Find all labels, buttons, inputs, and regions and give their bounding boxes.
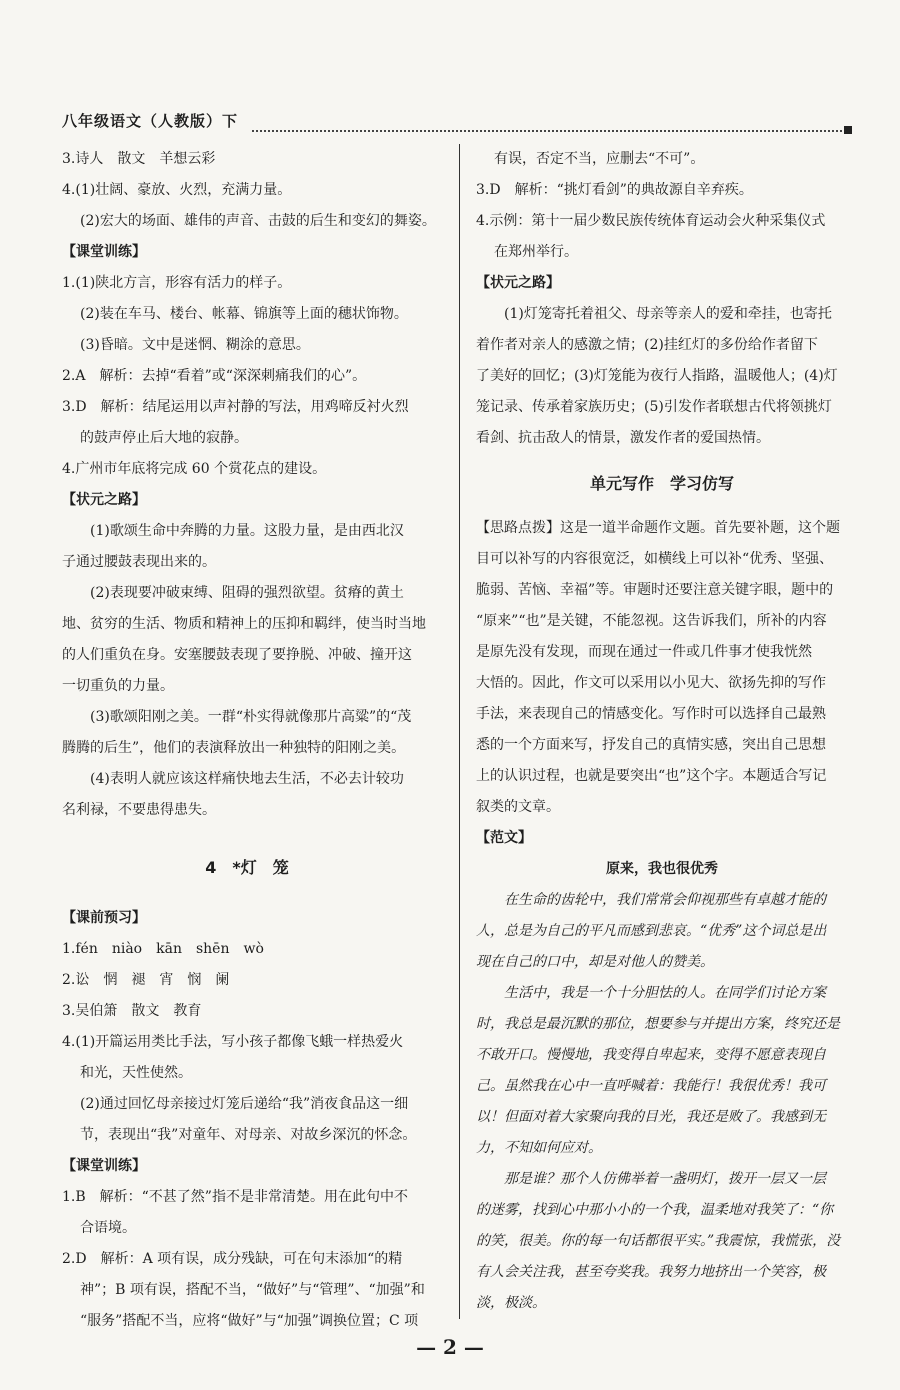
essay-line: 那是谁？那个人仿佛举着一盏明灯，拨开一层又一层	[504, 1171, 826, 1187]
text-line: 笼记录、传承着家族历史；(5)引发作者联想古代将领挑灯	[476, 399, 832, 415]
text-line: 合语境。	[80, 1220, 136, 1236]
section-heading: 【状元之路】	[62, 492, 146, 508]
text-line: 有误，否定不当，应删去“不可”。	[494, 151, 705, 167]
text-line: 4.(1)开篇运用类比手法，写小孩子都像飞蛾一样热爱火	[62, 1034, 404, 1050]
text-line: 4.(1)壮阔、豪放、火烈，充满力量。	[62, 182, 292, 198]
text-line: (2)宏大的场面、雄伟的声音、击鼓的后生和变幻的舞姿。	[80, 213, 436, 229]
text-line: 3.D 解析：结尾运用以声衬静的写法，用鸡啼反衬火烈	[62, 399, 409, 415]
section-heading: 【课堂训练】	[62, 1158, 146, 1174]
text-line: 上的认识过程，也就是要突出“也”这个字。本题适合写记	[476, 768, 827, 784]
column-divider	[459, 144, 460, 1319]
page-header	[62, 106, 852, 134]
text-line: 目可以补写的内容很宽泛，如横线上可以补“优秀、坚强、	[476, 551, 834, 567]
text-line: 【思路点拨】这是一道半命题作文题。首先要补题，这个题	[476, 520, 840, 536]
header-mark	[844, 126, 852, 134]
text-line: “原来”“也”是关键，不能忽视。这告诉我们，所补的内容	[476, 613, 827, 629]
text-line: 地、贫穷的生活、物质和精神上的压抑和羁绊，使当时当地	[62, 616, 426, 632]
essay-line: 在生命的齿轮中，我们常常会仰视那些有卓越才能的	[504, 892, 826, 908]
text-line: 神”；B 项有误，搭配不当，“做好”与“管理”、“加强”和	[80, 1282, 425, 1298]
essay-line: 现在自己的口中，却是对他人的赞美。	[476, 954, 714, 970]
text-line: 3.D 解析：“挑灯看剑”的典故源自辛弃疾。	[476, 182, 753, 198]
text-line: (1)歌颂生命中奔腾的力量。这股力量，是由西北汉	[90, 523, 404, 539]
text-line: (2)装在车马、楼台、帐幕、锦旗等上面的穗状饰物。	[80, 306, 408, 322]
text-line: 4.示例：第十一届少数民族传统体育运动会火种采集仪式	[476, 213, 826, 229]
unit-title: 单元写作 学习仿写	[589, 474, 734, 493]
section-heading: 【课堂训练】	[62, 244, 146, 260]
text-line: 一切重负的力量。	[62, 678, 174, 694]
text-line: 名利禄，不要患得患失。	[62, 802, 216, 818]
lesson-title: 4 *灯 笼	[205, 858, 289, 877]
text-line: 在郑州举行。	[494, 244, 578, 260]
text-line: 脆弱、苦恼、幸福”等。审题时还要注意关键字眼，题中的	[476, 582, 834, 598]
text-line: 手法，来表现自己的情感变化。写作时可以选择自己最熟	[476, 706, 826, 722]
text-line: 1.fén niào kān shēn wò	[62, 941, 264, 957]
text-line: (4)表明人就应该这样痛快地去生活，不必去计较功	[90, 771, 404, 787]
text-line: 叙类的文章。	[476, 799, 560, 815]
text-line: 1.(1)陕北方言，形容有活力的样子。	[62, 275, 292, 291]
text-line: 的人们重负在身。安塞腰鼓表现了要挣脱、冲破、撞开这	[62, 647, 412, 663]
text-line: 1.B 解析：“不甚了然”指不是非常清楚。用在此句中不	[62, 1189, 408, 1205]
right-column	[476, 144, 848, 1319]
essay-line: 力，不知如何应对。	[476, 1140, 602, 1156]
text-line: 和光，天性使然。	[80, 1065, 192, 1081]
section-heading: 【状元之路】	[476, 275, 560, 291]
text-line: 子通过腰鼓表现出来的。	[62, 554, 216, 570]
essay-line: 时，我总是最沉默的那位，想要参与并提出方案，终究还是	[476, 1016, 840, 1032]
text-line: (2)通过回忆母亲接过灯笼后递给“我”消夜食品这一细	[80, 1096, 409, 1112]
essay-line: 己。虽然我在心中一直呼喊着：我能行！我很优秀！我可	[476, 1078, 826, 1094]
section-heading: 【课前预习】	[62, 910, 146, 926]
header-rule	[252, 130, 842, 132]
book-title: 八年级语文（人教版）下	[62, 112, 239, 130]
text-line: (1)灯笼寄托着祖父、母亲等亲人的爱和牵挂，也寄托	[504, 306, 832, 322]
text-line: 节，表现出“我”对童年、对母亲、对故乡深沉的怀念。	[80, 1127, 417, 1143]
text-line: 腾腾的后生”，他们的表演释放出一种独特的阳刚之美。	[62, 740, 406, 756]
text-line: 2.D 解析：A 项有误，成分残缺，可在句末添加“的精	[62, 1251, 403, 1267]
text-line: 大悟的。因此，作文可以采用以小见大、欲扬先抑的写作	[476, 675, 826, 691]
text-line: 看剑、抗击敌人的情景，激发作者的爱国热情。	[476, 430, 770, 446]
text-line: (3)昏暗。文中是迷惘、糊涂的意思。	[80, 337, 310, 353]
essay-line: 有人会关注我，甚至夸奖我。我努力地挤出一个笑容，极	[476, 1264, 826, 1280]
essay-line: 的笑，很美。你的每一句话都很平实。”我震惊，我慌张，没	[476, 1233, 841, 1249]
text-line: 2.A 解析：去掉“看着”或“深深刺痛我们的心”。	[62, 368, 367, 384]
essay-line: 人，总是为自己的平凡而感到悲哀。“优秀”这个词总是出	[476, 923, 827, 939]
text-line: (2)表现要冲破束缚、阻碍的强烈欲望。贫瘠的黄土	[90, 585, 404, 601]
essay-line: 淡，极淡。	[476, 1295, 546, 1311]
essay-line: 的迷雾，找到心中那小小的一个我，温柔地对我笑了：“你	[476, 1202, 834, 1218]
text-line: 4.广州市年底将完成 60 个赏花点的建设。	[62, 461, 327, 477]
text-line: 着作者对亲人的感激之情；(2)挂红灯的多份给作者留下	[476, 337, 818, 353]
text-line: 3.诗人 散文 羊想云彩	[62, 151, 216, 167]
left-column	[62, 144, 436, 1337]
page-number: — 2 —	[416, 1335, 484, 1359]
text-line: 3.吴伯箫 散文 教育	[62, 1003, 202, 1019]
essay-line: 不敢开口。慢慢地，我变得自卑起来，变得不愿意表现自	[476, 1047, 826, 1063]
text-line: 是原先没有发现，而现在通过一件或几件事才使我恍然	[476, 644, 812, 660]
essay-title: 原来，我也很优秀	[606, 861, 718, 877]
text-line: (3)歌颂阳刚之美。一群“朴实得就像那片高粱”的“茂	[90, 709, 412, 725]
text-line: 悉的一个方面来写，抒发自己的真情实感，突出自己思想	[476, 737, 826, 753]
essay-line: 以！但面对着大家聚向我的目光，我还是败了。我感到无	[476, 1109, 826, 1125]
text-line: 2.讼 惘 褪 宵 悯 阑	[62, 972, 230, 988]
text-line: “服务”搭配不当，应将“做好”与“加强”调换位置；C 项	[80, 1313, 419, 1329]
text-line: 了美好的回忆；(3)灯笼能为夜行人指路，温暖他人；(4)灯	[476, 368, 838, 384]
section-heading: 【范文】	[476, 830, 532, 846]
essay-line: 生活中，我是一个十分胆怯的人。在同学们讨论方案	[504, 985, 826, 1001]
text-line: 的鼓声停止后大地的寂静。	[80, 430, 248, 446]
